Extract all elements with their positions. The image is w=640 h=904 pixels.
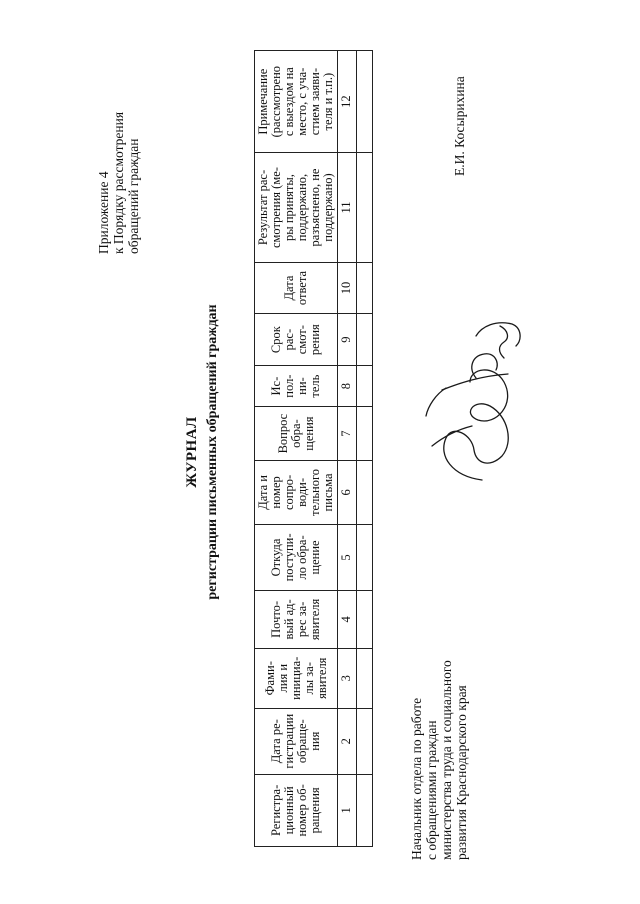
col-header-cover-letter: Дата и номер сопро- води- тельного письма [255,460,338,524]
header-row [255,51,338,847]
column-number: 1 [338,774,357,846]
table-cell [356,314,372,366]
column-number: 4 [338,590,357,648]
col-header-question: Вопрос обра- щения [255,407,338,461]
table-cell [356,407,372,461]
title-main: ЖУРНАЛ [184,416,200,488]
column-number-row [338,51,357,847]
table-cell [356,365,372,406]
table-cell [356,708,372,774]
col-header-note: Примечание (рассмотрено с выездом на место, с уча- стием заяви- теля и т.п.) [255,51,338,153]
col-header-deadline: Срок рас- смот- рения [255,314,338,366]
table-cell [356,524,372,590]
position-line: министерства труда и социального [439,660,454,860]
table-cell [356,51,372,153]
column-number: 6 [338,460,357,524]
col-header-result: Результат рас- смотрения (ме- ры приняты, поддержано, разъяснено, не поддержано) [255,153,338,262]
empty-entry-row [356,51,372,847]
column-number: 3 [338,648,357,708]
column-number: 10 [338,262,357,314]
col-header-source: Откуда поступи- ло обра- щение [255,524,338,590]
column-number: 7 [338,407,357,461]
position-line: с обращениями граждан [424,720,439,860]
appendix-note [96,112,141,254]
signer-name: Е.И. Косырихина [452,76,467,176]
table-cell [356,460,372,524]
appendix-line-2: к Порядку рассмотрения [111,111,126,254]
journal-table [254,50,373,847]
signatory-position [409,660,469,860]
col-header-applicant-name: Фами- лия и инициа- лы за- явителя [255,648,338,708]
appendix-line-3: обращений граждан [126,138,141,254]
document-title [184,0,221,904]
table-cell [356,774,372,846]
table-cell [356,153,372,262]
appendix-line-1: Приложение 4 [96,171,111,254]
position-line: Начальник отдела по работе [409,697,424,860]
column-number: 5 [338,524,357,590]
table-cell [356,262,372,314]
col-header-reg-date: Дата ре- гистрации обраще- ния [255,708,338,774]
col-header-reg-number: Регистра- ционный номер об- ращения [255,774,338,846]
title-subtitle: регистрации письменных обращений граждан [205,304,220,600]
handwritten-signature [412,311,532,486]
column-number: 11 [338,153,357,262]
table-cell [356,648,372,708]
col-header-postal-address: Почто- вый ад- рес за- явителя [255,590,338,648]
column-number: 9 [338,314,357,366]
column-number: 12 [338,51,357,153]
column-number: 8 [338,365,357,406]
column-number: 2 [338,708,357,774]
position-line: развития Краснодарского края [454,685,469,860]
col-header-executor: Ис- пол- ни- тель [255,365,338,406]
table-cell [356,590,372,648]
col-header-answer-date: Дата ответа [255,262,338,314]
